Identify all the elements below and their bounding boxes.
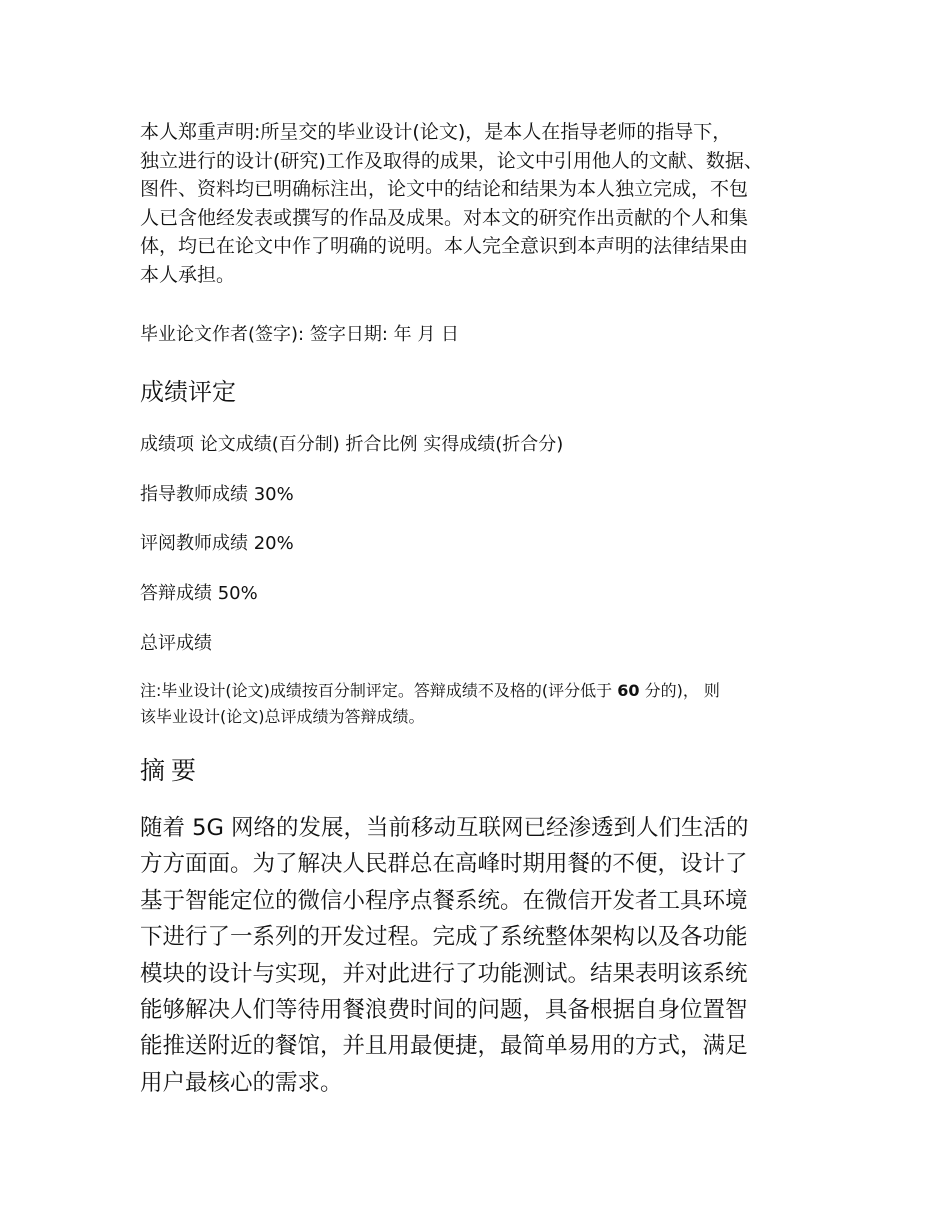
note-number: 60: [617, 681, 640, 700]
grading-row-defense: 答辩成绩 50%: [140, 583, 258, 604]
grading-header-row: 成绩项 论文成绩(百分制) 折合比例 实得成绩(折合分): [140, 434, 564, 455]
note-text: 分的)， 则: [639, 681, 720, 700]
abstract-line: 能够解决人们等待用餐浪费时间的问题，具备根据自身位置智: [140, 997, 748, 1024]
declaration-line: 独立进行的设计(研究)工作及取得的成果，论文中引用他人的文献、数据、: [140, 149, 763, 172]
grading-row-total: 总评成绩: [140, 633, 212, 654]
grading-note-line: 该毕业设计(论文)总评成绩为答辩成绩。: [140, 707, 425, 726]
abstract-line: 下进行了一系列的开发过程。完成了系统整体架构以及各功能: [140, 924, 748, 951]
abstract-line: 方方面面。为了解决人民群总在高峰时期用餐的不便，设计了: [140, 851, 748, 878]
abstract-title: 摘要: [140, 756, 203, 785]
abstract-line: 模块的设计与实现，并对此进行了功能测试。结果表明该系统: [140, 960, 748, 987]
declaration-line: 图件、资料均已明确标注出，论文中的结论和结果为本人独立完成，不包: [140, 178, 749, 200]
grading-note-line: [140, 678, 820, 704]
grading-title: 成绩评定: [140, 378, 236, 406]
abstract-line: 用户最核心的需求。: [140, 1069, 343, 1096]
abstract-body: [140, 810, 820, 1101]
declaration-line: 体，均已在论文中作了明确的说明。本人完全意识到本声明的法律结果由: [140, 235, 749, 257]
declaration-line: 本人承担。: [140, 263, 236, 286]
abstract-line: 随着 5G 网络的发展，当前移动互联网已经渗透到人们生活的: [140, 815, 749, 841]
grading-row-advisor: 指导教师成绩 30%: [140, 484, 294, 505]
abstract-line: 基于智能定位的微信小程序点餐系统。在微信开发者工具环境: [140, 887, 748, 914]
note-text: 注:毕业设计(论文)成绩按百分制评定。答辩成绩不及格的(评分低于: [140, 681, 618, 700]
grading-note: [140, 678, 820, 730]
abstract-line: 能推送附近的餐馆，并且用最便捷，最简单易用的方式，满足: [140, 1033, 748, 1060]
declaration-paragraph: [140, 118, 820, 289]
grading-row-reviewer: 评阅教师成绩 20%: [140, 533, 294, 554]
signature-line: 毕业论文作者(签字): 签字日期: 年 月 日: [140, 324, 460, 345]
declaration-line: 本人郑重声明:所呈交的毕业设计(论文)，是本人在指导老师的指导下，: [140, 121, 732, 143]
declaration-line: 人已含他经发表或撰写的作品及成果。对本文的研究作出贡献的个人和集: [140, 206, 749, 229]
